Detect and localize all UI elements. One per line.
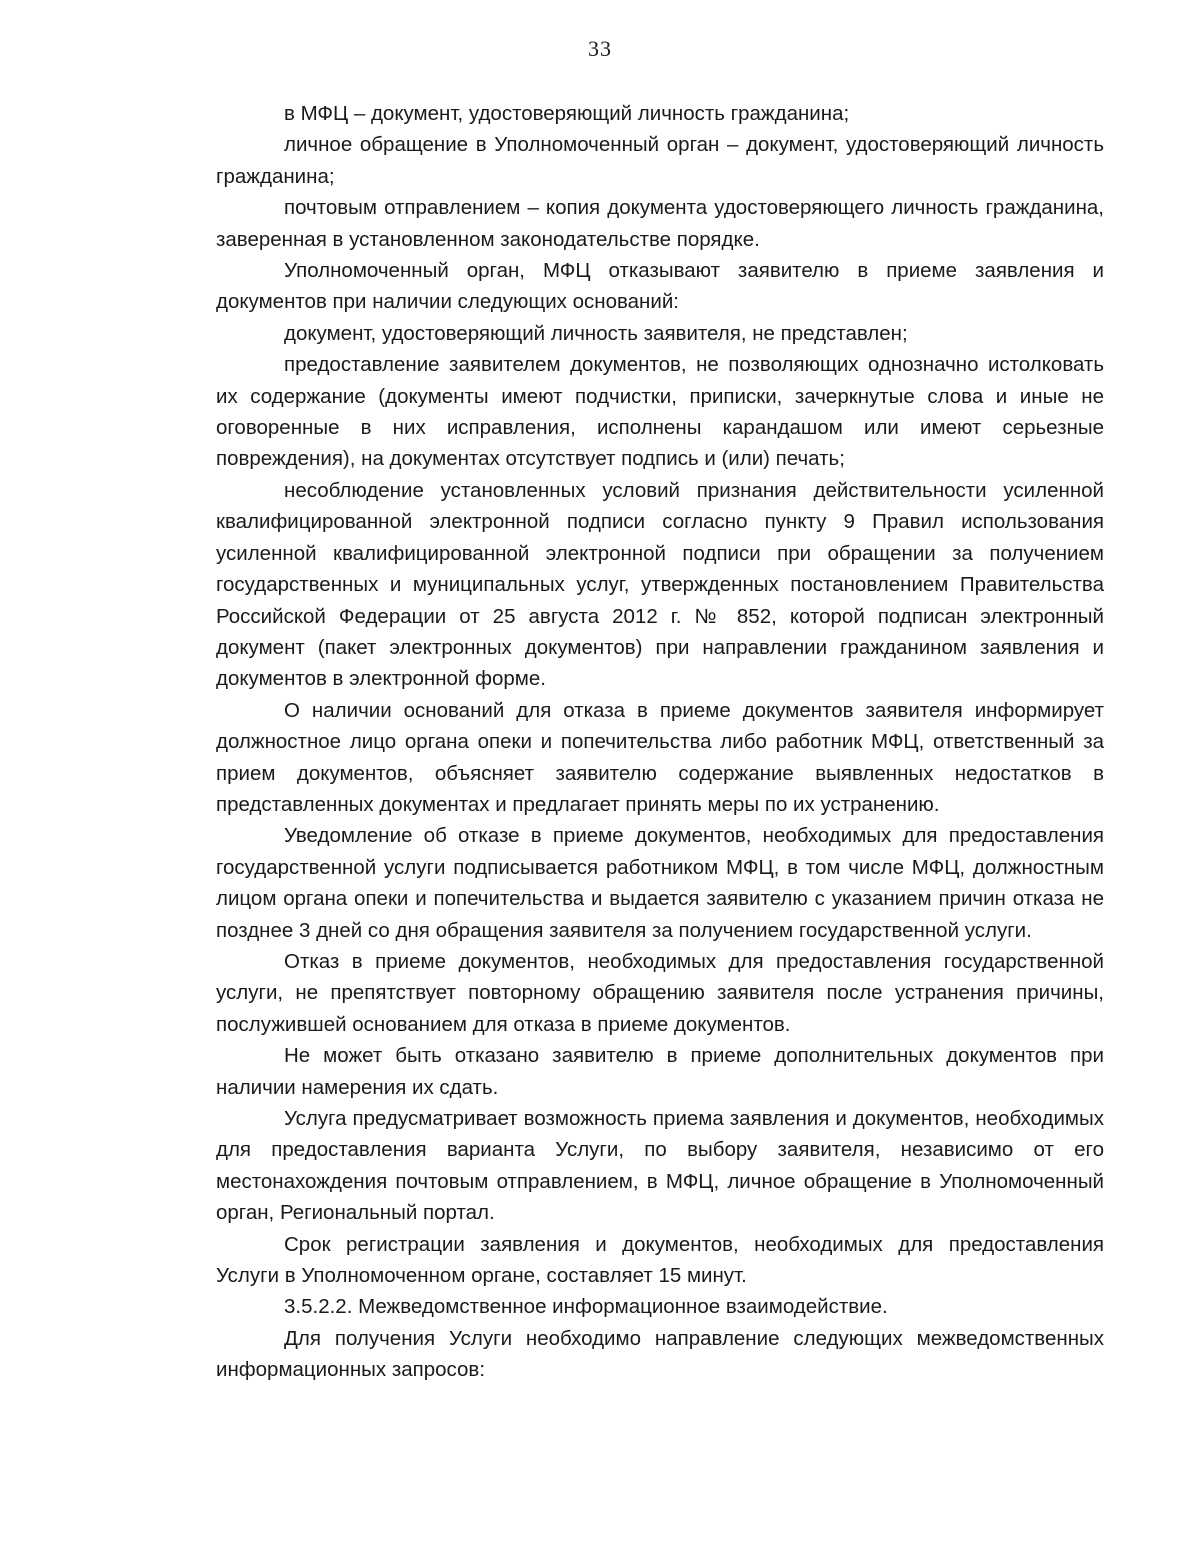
document-body [216,98,1104,1386]
paragraph: Отказ в приеме документов, необходимых для предоставления государственной услуги, не препятствует повторному обращению заявителя после устранения причины, послужившей основанием для отказа в приеме документов. [216,949,1104,1036]
paragraph: несоблюдение установленных условий признания действительности усиленной квалифицированной электронной подписи согласно пункту 9 Правил использования усиленной квалифицированной электронной подписи при обращении за получением государственных и муниципальных услуг, утвержденных постановлением Правительства Российской Федерации от 25 августа 2012 г. № 852, которой подписан электронный документ (пакет электронных документов) при направлении гражданином заявления и документов в электронной форме. [216,478,1104,691]
paragraph: Уведомление об отказе в приеме документов, необходимых для предоставления государственной услуги подписывается работником МФЦ, в том числе МФЦ, должностным лицом органа опеки и попечительства и выдается заявителю с указанием причин отказа не позднее 3 дней со дня обращения заявителя за получением государственной услуги. [216,824,1104,942]
paragraph: Уполномоченный орган, МФЦ отказывают заявителю в приеме заявления и документов при наличии следующих оснований: [216,259,1104,314]
paragraph: Услуга предусматривает возможность приема заявления и документов, необходимых для предоставления варианта Услуги, по выбору заявителя, независимо от его местонахождения почтовым отправлением, в МФЦ, личное обращение в Уполномоченный орган, Региональный портал. [216,1107,1104,1225]
paragraph: 3.5.2.2. Межведомственное информационное взаимодействие. [284,1295,888,1319]
paragraph: Для получения Услуги необходимо направление следующих межведомственных информационных запросов: [216,1326,1104,1382]
paragraph: О наличии оснований для отказа в приеме документов заявителя информирует должностное лицо органа опеки и попечительства либо работник МФЦ, ответственный за прием документов, объясняет заявителю содержание выявленных недостатков в представленных документах и предлагает принять меры по их устранению. [216,698,1104,816]
paragraph: предоставление заявителем документов, не позволяющих однозначно истолковать их содержание (документы имеют подчистки, приписки, зачеркнутые слова и иные не оговоренные в них исправления, исполнены карандашом или имеют серьезные повреждения), на документах отсутствует подпись и (или) печать; [216,353,1104,471]
paragraph: Срок регистрации заявления и документов, необходимых для предоставления Услуги в Уполномоченном органе, составляет 15 минут. [216,1232,1104,1288]
paragraph: личное обращение в Уполномоченный орган – документ, удостоверяющий личность гражданина; [216,133,1104,188]
paragraph: документ, удостоверяющий личность заявителя, не представлен; [284,321,908,345]
paragraph: в МФЦ – документ, удостоверяющий личность гражданина; [284,102,850,125]
paragraph: почтовым отправлением – копия документа удостоверяющего личность гражданина, заверенная в установленном законодательстве порядке. [216,196,1104,251]
page-number: 33 [588,36,612,61]
paragraph: Не может быть отказано заявителю в приеме дополнительных документов при наличии намерения их сдать. [216,1044,1104,1099]
